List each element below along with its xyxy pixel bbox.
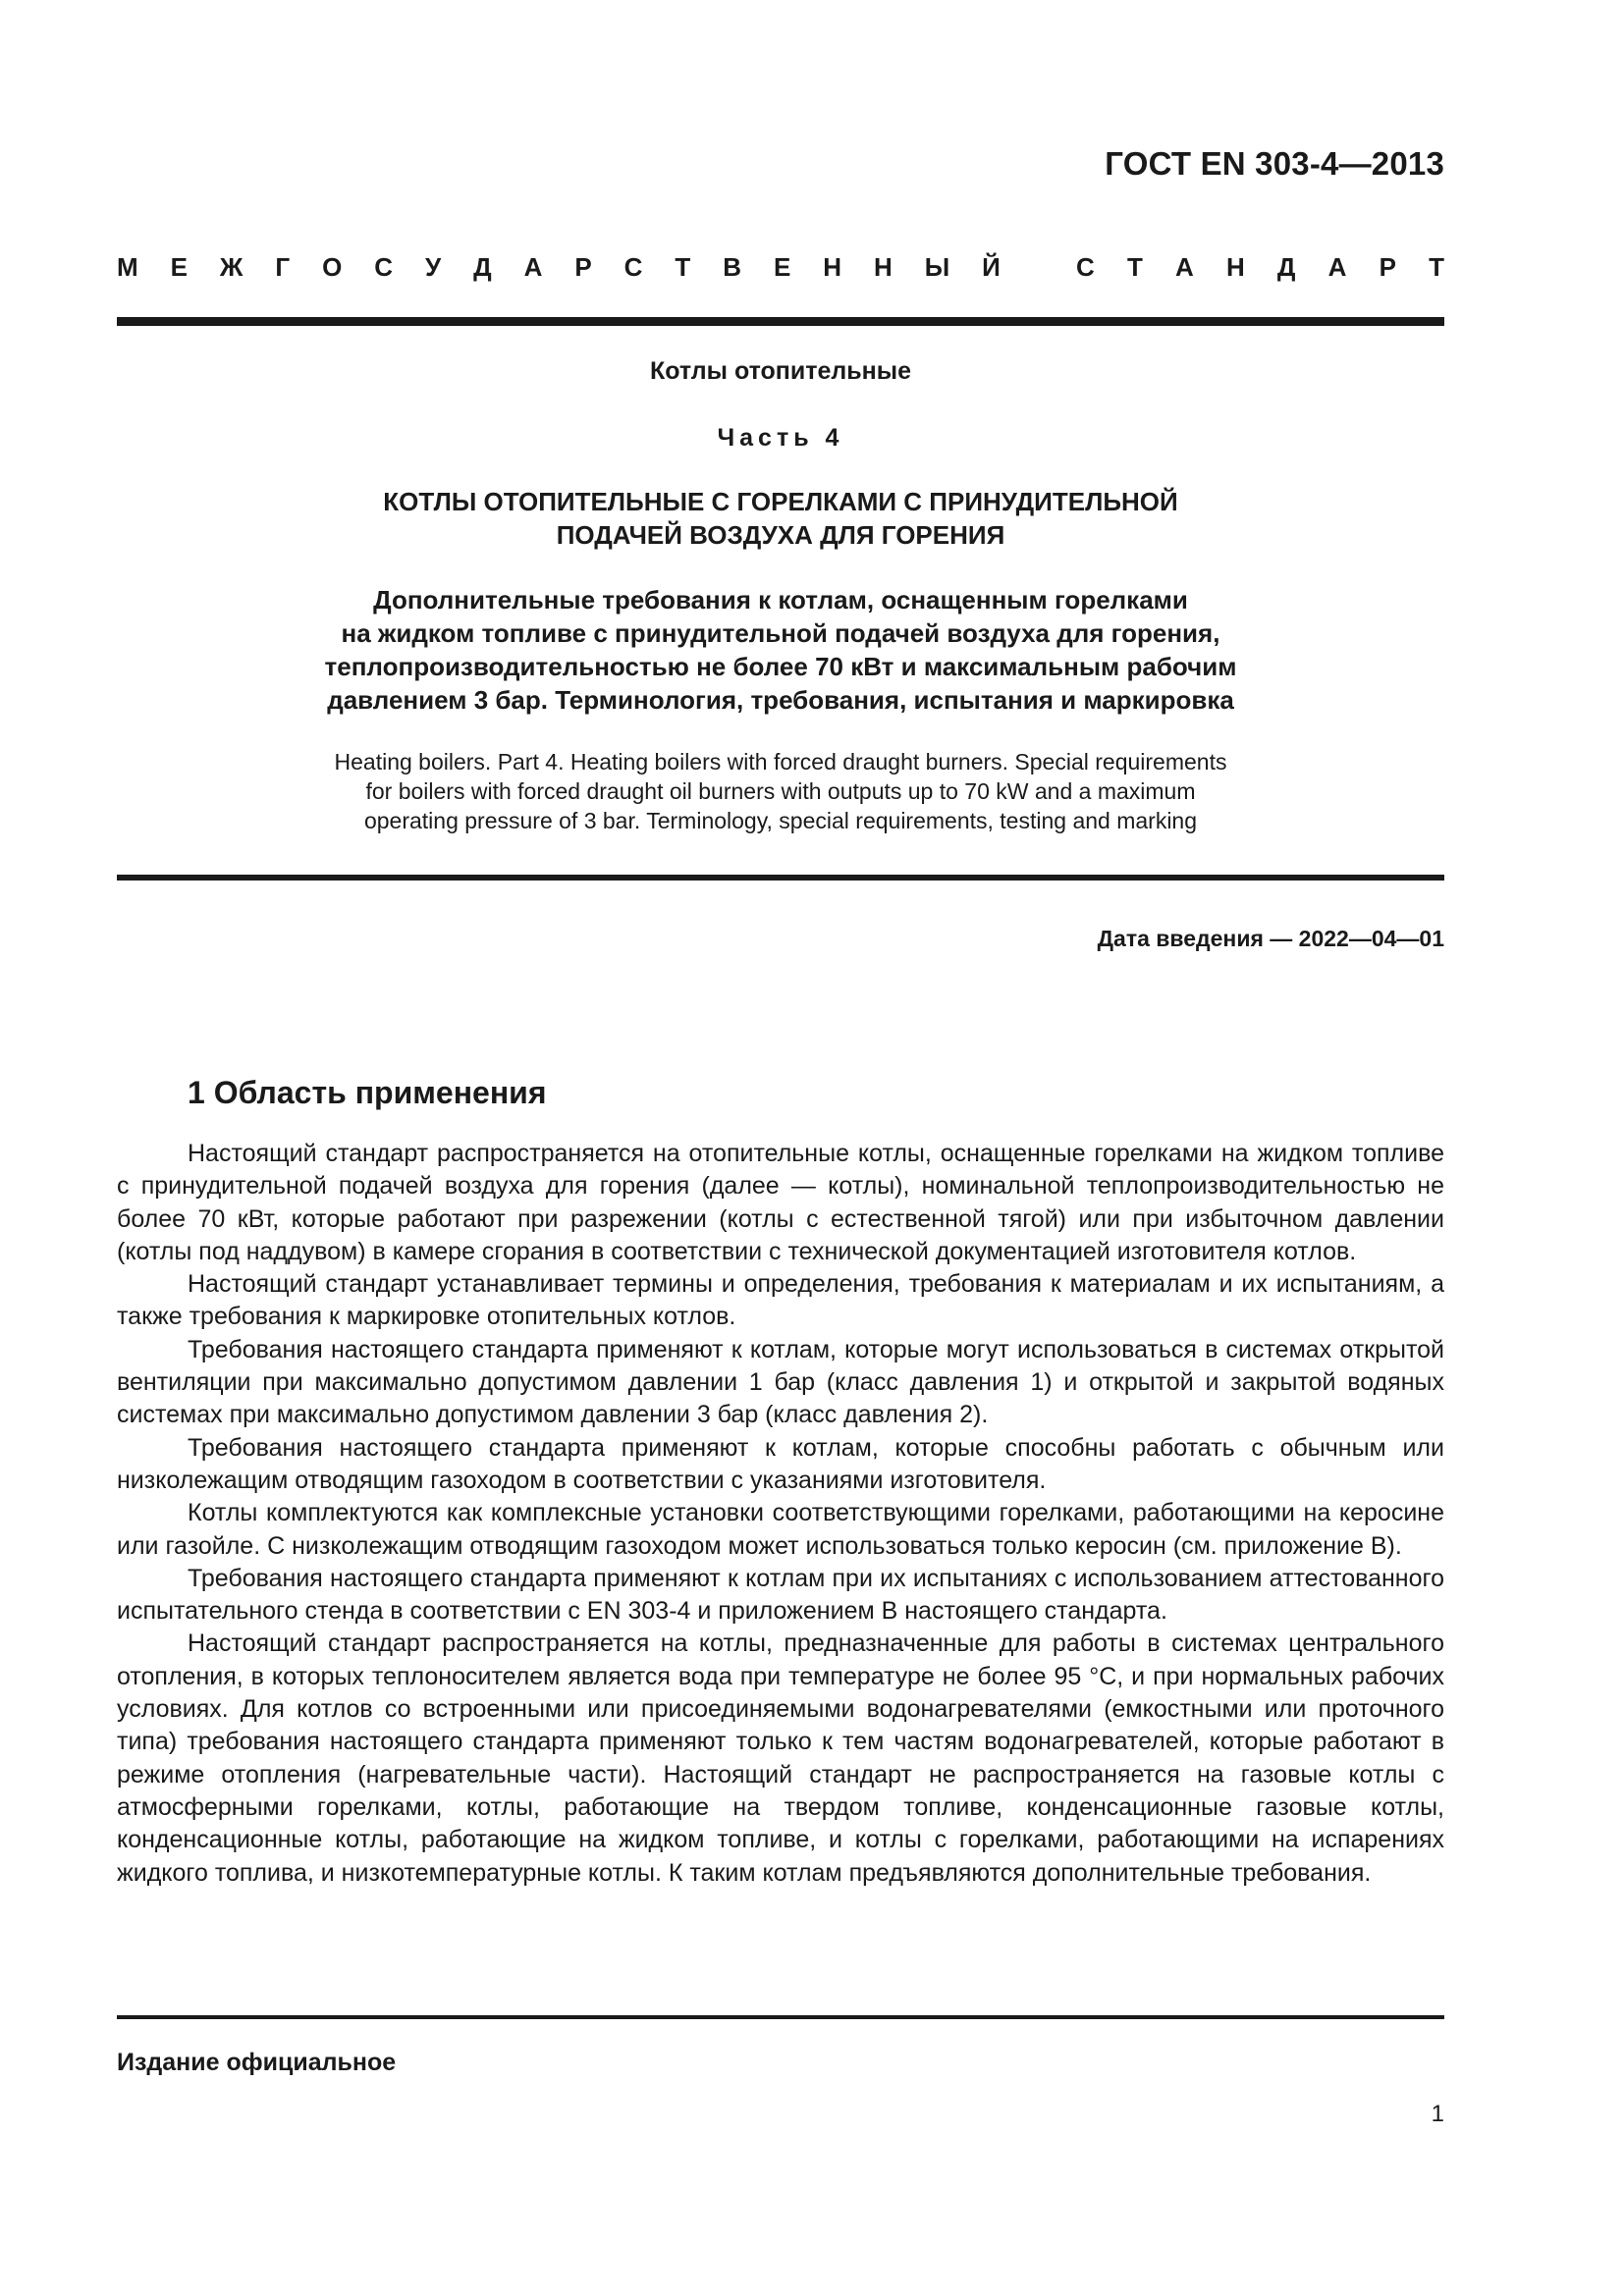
heading-letter: Е	[773, 252, 791, 282]
heading-letter: Ы	[924, 252, 950, 282]
heading-letter: С	[1076, 252, 1095, 282]
document-title: Котлы отопительные	[649, 357, 912, 385]
introduction-date: Дата введения — 2022—04—01	[1097, 926, 1444, 951]
heading-letter: Ж	[219, 252, 244, 282]
heading-letter: А	[523, 252, 543, 282]
section-body	[117, 1138, 1444, 1890]
heading-letter: Е	[170, 252, 188, 282]
part-label: Часть 4	[717, 424, 844, 452]
english-title-line: operating pressure of 3 bar. Terminology, special requirements, testing and marking	[363, 808, 1198, 833]
caps-title-line-2: ПОДАЧЕЙ ВОЗДУХА ДЛЯ ГОРЕНИЯ	[556, 520, 1005, 550]
english-title-line: for boilers with forced draught oil burners with outputs up to 70 kW and a maximum	[365, 778, 1196, 804]
heading-letter: Д	[1276, 252, 1296, 282]
heading-letter: Р	[1379, 252, 1396, 282]
subtitle	[117, 583, 1444, 717]
caps-title-line-1: КОТЛЫ ОТОПИТЕЛЬНЫЕ С ГОРЕЛКАМИ С ПРИНУДИТЕЛЬНОЙ	[383, 487, 1178, 516]
heading-letter: С	[623, 252, 643, 282]
heading-letter: Т	[1429, 252, 1444, 282]
heading-letter: В	[723, 252, 742, 282]
subtitle-line: теплопроизводительностью не более 70 кВт и максимальным рабочим	[324, 652, 1237, 681]
page-number: 1	[1431, 2101, 1444, 2127]
top-rule	[117, 317, 1444, 326]
heading-letter: С	[374, 252, 394, 282]
english-title-line: Heating boilers. Part 4. Heating boilers with forced draught burners. Special requirements	[334, 749, 1227, 774]
english-title	[117, 747, 1444, 835]
subtitle-line: Дополнительные требования к котлам, оснащенным горелками	[373, 585, 1188, 614]
heading-letter: М	[117, 252, 138, 282]
heading-letter: Г	[275, 252, 291, 282]
heading-letter: Р	[574, 252, 592, 282]
paragraph: Настоящий стандарт распространяется на отопительные котлы, оснащенные горелками на жидком топливе с принудительной подачей воздуха для горения (далее — котлы), номинальной теплопроизводительностью не более 70 кВт, которые работают при разрежении (котлы с естественной тягой) или при избыточном давлении (котлы под наддувом) в камере сгорания в соответствии с технической документацией изготовителя котлов.	[117, 1140, 1444, 1265]
official-edition-label: Издание официальное	[117, 2049, 397, 2076]
paragraph: Требования настоящего стандарта применяют к котлам, которые могут использоваться в системах открытой вентиляции при максимально допустимом давлении 1 бар (класс давления 1) и открытой и закрытой водяных системах при максимально допустимом давлении 3 бар (класс давления 2).	[117, 1335, 1444, 1429]
interstate-standard-heading	[117, 252, 1444, 283]
subtitle-line: на жидком топливе с принудительной подачей воздуха для горения,	[341, 618, 1220, 648]
heading-letter: А	[1175, 252, 1194, 282]
interstate-word-1	[117, 252, 1001, 283]
heading-letter: Д	[473, 252, 492, 282]
heading-letter: У	[425, 252, 442, 282]
heading-letter: Н	[1225, 252, 1245, 282]
middle-rule	[117, 875, 1444, 881]
bottom-rule	[117, 2015, 1444, 2019]
heading-letter: О	[322, 252, 343, 282]
document-code: ГОСТ EN 303-4—2013	[1105, 145, 1444, 182]
paragraph: Котлы комплектуются как комплексные установки соответствующими горелками, работающими на керосине или газойле. С низколежащим отводящим газоходом может использоваться только керосин (см. приложение B).	[117, 1499, 1444, 1560]
caps-title	[117, 485, 1444, 552]
paragraph: Требования настоящего стандарта применяют к котлам при их испытаниях с использованием аттестованного испытательного стенда в соответствии с EN 303-4 и приложением B настоящего стандарта.	[117, 1564, 1444, 1626]
paragraph: Настоящий стандарт распространяется на котлы, предназначенные для работы в системах центрального отопления, в которых теплоносителем является вода при температуре не более 95 °C, и при нормальных рабочих условиях. Для котлов со встроенными или присоединяемыми водонагревателями (емкостными или проточного типа) требования настоящего стандарта применяют только к тем частям водонагревателей, которые работают в режиме отопления (нагревательные части). Настоящий стандарт не распространяется на газовые котлы с атмосферными горелками, котлы, работающие на твердом топливе, конденсационные газовые котлы, конденсационные котлы, работающие на жидком топливе, и котлы с горелками, работающими на испарениях жидкого топлива, и низкотемпературные котлы. К таким котлам предъявляются дополнительные требования.	[117, 1629, 1444, 1887]
interstate-word-2	[1076, 252, 1444, 283]
heading-letter: А	[1327, 252, 1347, 282]
paragraph: Настоящий стандарт устанавливает термины и определения, требования к материалам и их испытаниям, а также требования к маркировке отопительных котлов.	[117, 1270, 1444, 1331]
heading-letter: Н	[823, 252, 842, 282]
section-title: 1 Область применения	[188, 1075, 547, 1110]
heading-letter: Т	[1126, 252, 1143, 282]
subtitle-line: давлением 3 бар. Терминология, требования, испытания и маркировка	[327, 685, 1234, 715]
heading-letter: Й	[982, 252, 1001, 282]
heading-letter: Н	[874, 252, 893, 282]
heading-letter: Т	[675, 252, 691, 282]
paragraph: Требования настоящего стандарта применяют к котлам, которые способны работать с обычным или низколежащим отводящим газоходом в соответствии с указаниями изготовителя.	[117, 1433, 1444, 1494]
